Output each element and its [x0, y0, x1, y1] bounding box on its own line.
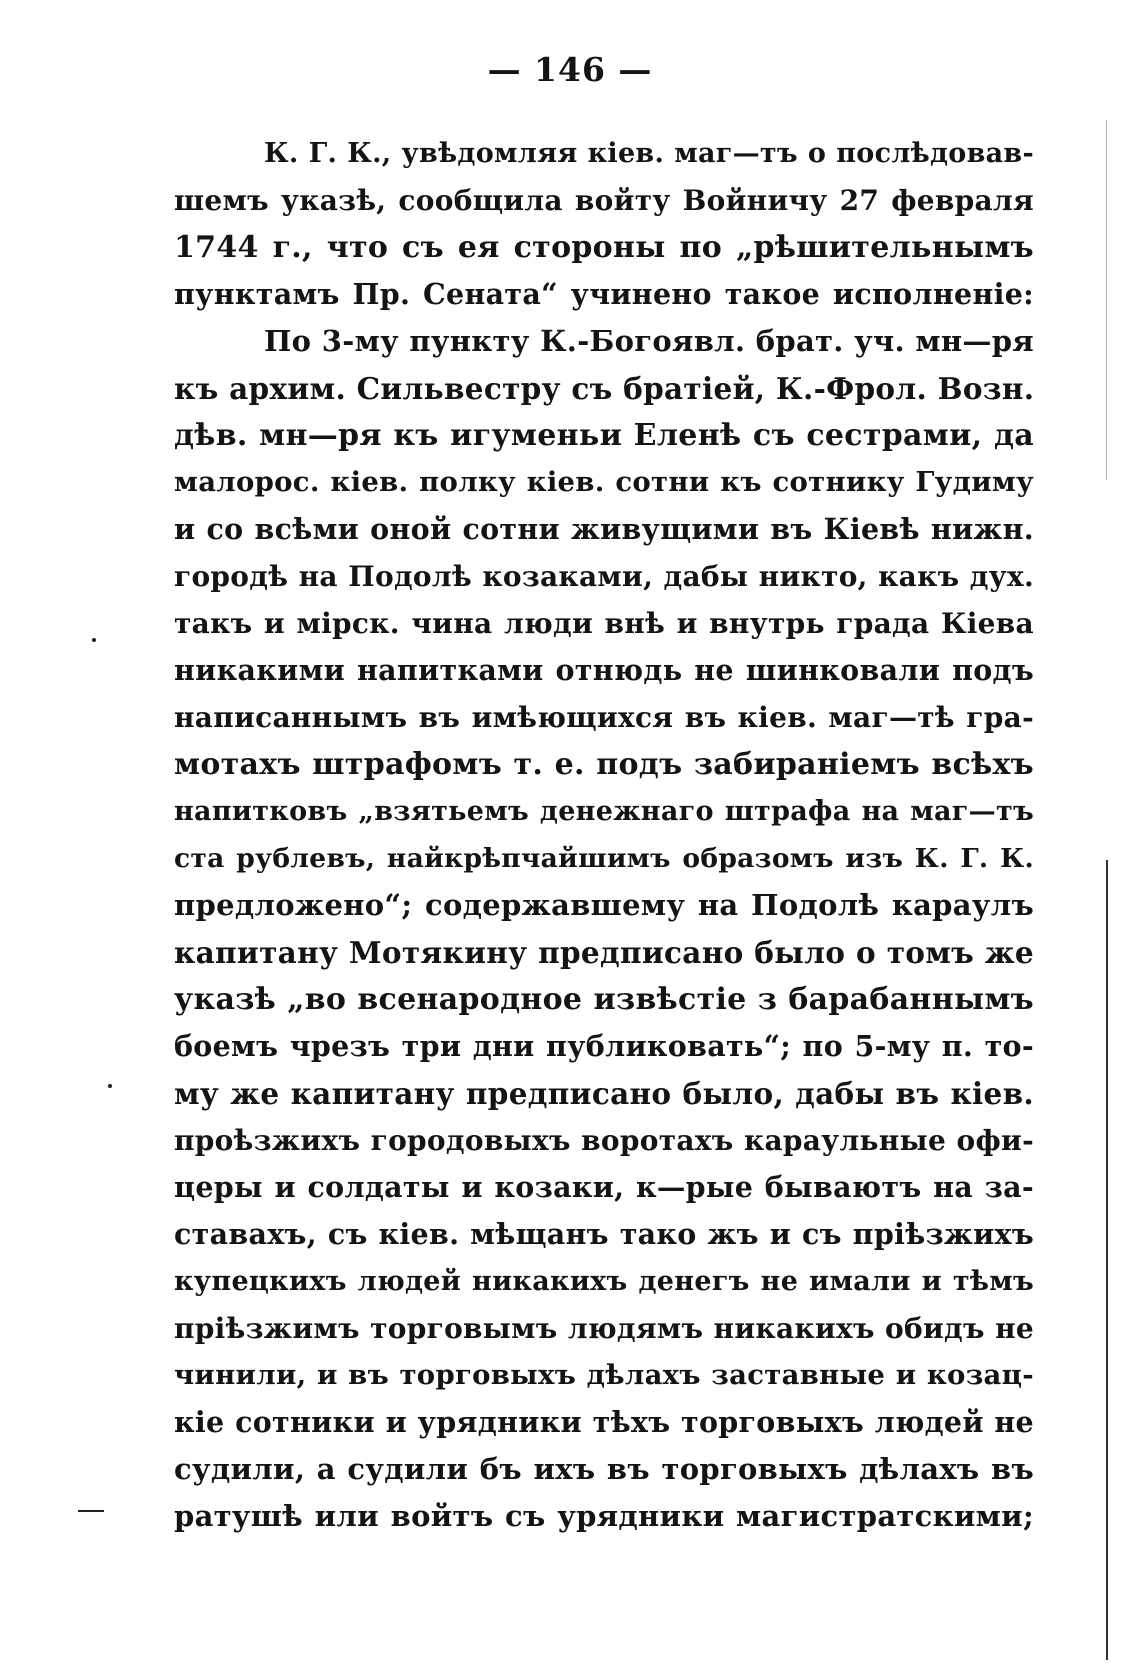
text-line: написаннымъ въ имѣющихся въ кіев. маг—тѣ гра- — [174, 701, 1034, 734]
margin-speck — [108, 1084, 112, 1088]
text-line: никакими напитками отнюдь не шинковали подъ — [174, 653, 1034, 687]
text-line: къ архим. Сильвестру съ братіей, К.-Фрол. Возн. — [174, 371, 1035, 406]
text-line: дѣв. мн—ря къ игуменьи Еленѣ съ сестрами, да — [174, 418, 1034, 453]
text-line: и со всѣми оной сотни живущими въ Кіевѣ нижн. — [174, 512, 1034, 546]
text-line: капитану Мотякину предписано было о томъ же — [174, 935, 1034, 970]
page-number: — 146 — — [487, 50, 653, 89]
text-line: пріѣзжимъ торговымъ людямъ никакихъ обидъ не — [174, 1312, 1034, 1345]
margin-mark — [78, 1510, 104, 1512]
page-edge-rule — [1106, 860, 1108, 1660]
body-text — [174, 130, 1034, 1540]
text-line: напитковъ „взятьемъ денежнаго штрафа на маг—тъ — [174, 796, 1034, 827]
text-line: 1744 г., что съ ея стороны по „рѣшительнымъ — [174, 230, 1034, 265]
text-line: предложено“; содержавшему на Подолѣ караулъ — [174, 888, 1034, 922]
text-line: судили, а судили бъ ихъ въ торговыхъ дѣлахъ въ — [174, 1452, 1034, 1486]
text-line: церы и солдаты и козаки, к—рые бываютъ на за- — [174, 1170, 1034, 1204]
text-line: ста рублевъ, найкрѣпчайшимъ образомъ изъ К. Г. К. — [174, 843, 1034, 874]
text-line: шемъ указѣ, сообщила войту Войничу 27 февраля — [174, 184, 1034, 217]
text-line: К. Г. К., увѣдомляя кіев. маг—тъ о послѣдовав- — [264, 138, 1034, 169]
text-line: проѣзжихъ городовыхъ воротахъ караульные офи- — [174, 1124, 1034, 1157]
margin-speck — [92, 638, 96, 642]
text-line: мотахъ штрафомъ т. е. подъ забираніемъ всѣхъ — [174, 747, 1034, 782]
text-line: ратушѣ или войтъ съ урядники магистратскими; — [174, 1499, 1034, 1533]
text-line: указѣ „во всенародное извѣстіе з барабаннымъ — [174, 982, 1034, 1017]
text-line: По 3-му пункту К.-Богоявл. брат. уч. мн—ря — [264, 324, 1034, 358]
text-line: боемъ чрезъ три дни публиковать“; по 5-му п. то- — [174, 1029, 1034, 1063]
text-line: купецкихъ людей никакихъ денегъ не имали и тѣмъ — [174, 1266, 1034, 1297]
text-line: малорос. кіев. полку кіев. сотни къ сотнику Гудиму — [174, 466, 1034, 498]
text-line: пунктамъ Пр. Сената“ учинено такое исполненіе: — [174, 277, 1034, 311]
text-line: ставахъ, съ кіев. мѣщанъ тако жъ и съ пріѣзжихъ — [174, 1217, 1034, 1251]
text-line: такъ и мірск. чина люди внѣ и внутрь града Кіева — [174, 607, 1034, 640]
text-line: городѣ на Подолѣ козаками, дабы никто, какъ дух. — [174, 560, 1034, 593]
page-edge-rule-faint — [1106, 120, 1107, 480]
text-line: кіе сотники и урядники тѣхъ торговыхъ людей не — [174, 1405, 1034, 1439]
text-line: чинили, и въ торговыхъ дѣлахъ заставные и козац- — [174, 1359, 1034, 1391]
text-line: му же капитану предписано было, дабы въ кіев. — [174, 1076, 1034, 1111]
